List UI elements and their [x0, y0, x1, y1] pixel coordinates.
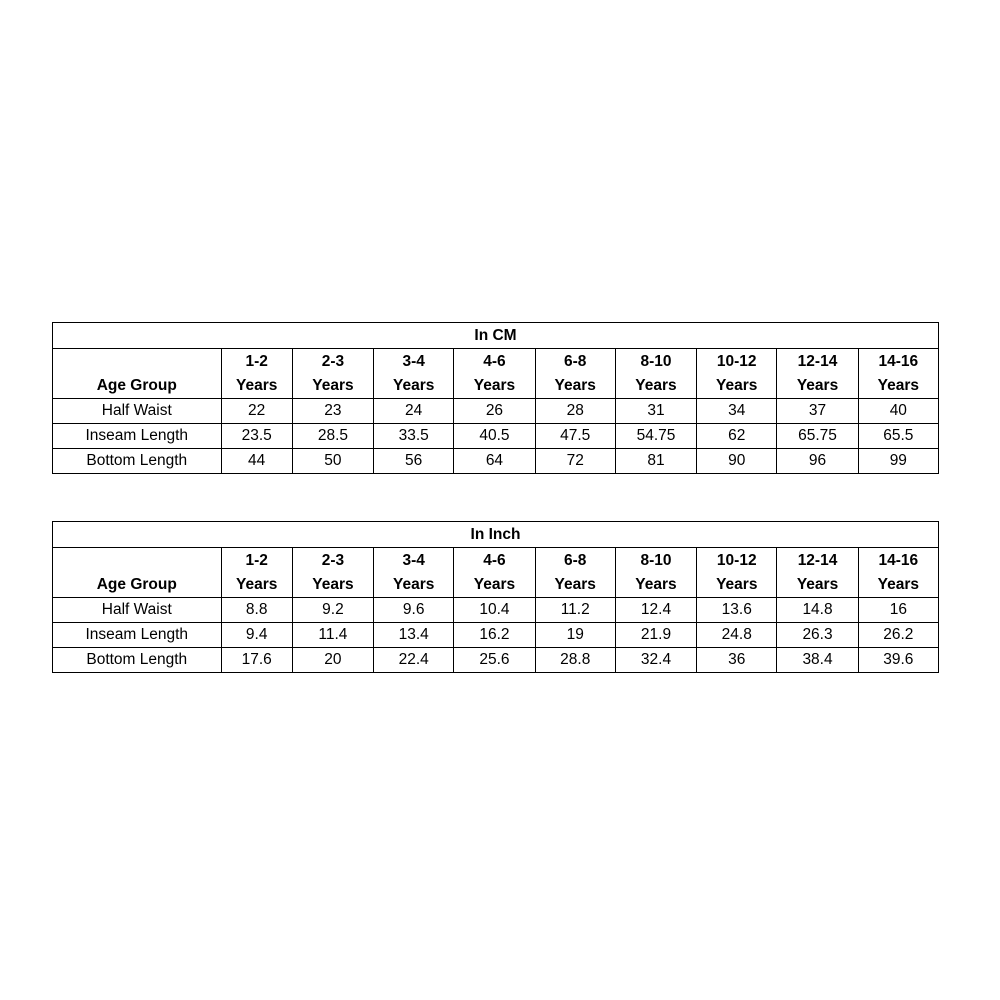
table-cell: 10.4	[454, 598, 535, 623]
age-range-label: 1-2	[245, 352, 268, 370]
age-range-label: 12-14	[797, 551, 838, 569]
age-range-header	[535, 349, 615, 399]
table-cell: 39.6	[858, 648, 938, 673]
row-label: Half Waist	[53, 598, 222, 623]
age-range-label: 14-16	[878, 551, 919, 569]
table-row	[53, 648, 939, 673]
table-cell: 26	[454, 399, 535, 424]
age-unit-label: Years	[393, 575, 435, 593]
table-cell: 16	[858, 598, 938, 623]
age-range-header	[858, 349, 938, 399]
table-header-row	[53, 349, 939, 399]
table-cell: 23.5	[221, 424, 292, 449]
table-cell: 13.6	[697, 598, 777, 623]
table-cell: 81	[615, 449, 696, 474]
age-unit-label: Years	[235, 575, 278, 593]
table-row	[53, 449, 939, 474]
age-range-header	[615, 548, 696, 598]
table-cell: 21.9	[615, 623, 696, 648]
table-cell: 37	[777, 399, 858, 424]
age-range-header	[454, 548, 535, 598]
table-cell: 34	[697, 399, 777, 424]
age-range-label: 10-12	[716, 352, 757, 370]
table-cell: 11.2	[535, 598, 615, 623]
age-unit-label: Years	[635, 575, 677, 593]
age-unit-label: Years	[635, 376, 677, 394]
age-range-label: 3-4	[402, 352, 425, 370]
age-unit-label: Years	[312, 575, 354, 593]
age-range-header	[221, 349, 292, 399]
table-cell: 12.4	[615, 598, 696, 623]
size-chart-cm-table	[52, 322, 939, 474]
table-cell: 9.6	[374, 598, 454, 623]
table-cell: 64	[454, 449, 535, 474]
table-cell: 22.4	[374, 648, 454, 673]
age-range-label: 14-16	[878, 352, 919, 370]
table-cell: 32.4	[615, 648, 696, 673]
age-range-header	[535, 548, 615, 598]
table-cell: 38.4	[777, 648, 858, 673]
table-cell: 23	[292, 399, 373, 424]
table-cell: 40	[858, 399, 938, 424]
table-cell: 11.4	[292, 623, 373, 648]
table-title: In Inch	[53, 522, 939, 548]
age-unit-label: Years	[235, 376, 278, 394]
age-range-header	[777, 349, 858, 399]
row-label: Bottom Length	[53, 449, 222, 474]
table-cell: 56	[374, 449, 454, 474]
table-cell: 16.2	[454, 623, 535, 648]
table-row	[53, 623, 939, 648]
age-range-label: 8-10	[640, 352, 672, 370]
age-range-label: 2-3	[321, 551, 345, 569]
table-cell: 19	[535, 623, 615, 648]
age-range-label: 2-3	[321, 352, 345, 370]
table-cell: 90	[697, 449, 777, 474]
table-cell: 65.5	[858, 424, 938, 449]
table-cell: 8.8	[221, 598, 292, 623]
age-group-header: Age Group	[53, 548, 222, 598]
table-title: In CM	[53, 323, 939, 349]
table-cell: 44	[221, 449, 292, 474]
age-unit-label: Years	[554, 575, 596, 593]
table-cell: 62	[697, 424, 777, 449]
age-range-label: 1-2	[245, 551, 268, 569]
table-cell: 28	[535, 399, 615, 424]
age-range-label: 4-6	[483, 352, 506, 370]
age-range-header	[777, 548, 858, 598]
table-header-row	[53, 548, 939, 598]
table-cell: 28.5	[292, 424, 373, 449]
table-cell: 36	[697, 648, 777, 673]
age-unit-label: Years	[392, 376, 435, 394]
age-group-header: Age Group	[53, 349, 222, 399]
table-cell: 24.8	[697, 623, 777, 648]
table-title-row	[53, 323, 939, 349]
row-label: Bottom Length	[53, 648, 222, 673]
age-range-label: 3-4	[402, 551, 425, 569]
age-range-label: 6-8	[564, 352, 587, 370]
table-cell: 54.75	[615, 424, 696, 449]
table-row	[53, 598, 939, 623]
table-cell: 72	[535, 449, 615, 474]
table-cell: 99	[858, 449, 938, 474]
table-cell: 20	[292, 648, 373, 673]
table-cell: 9.2	[292, 598, 373, 623]
table-row	[53, 399, 939, 424]
table-cell: 26.3	[777, 623, 858, 648]
age-range-label: 4-6	[483, 551, 506, 569]
age-unit-label: Years	[473, 575, 516, 593]
age-unit-label: Years	[473, 376, 516, 394]
table-cell: 28.8	[535, 648, 615, 673]
age-range-header	[858, 548, 938, 598]
table-cell: 9.4	[221, 623, 292, 648]
age-unit-label: Years	[796, 376, 839, 394]
age-unit-label: Years	[554, 376, 596, 394]
size-chart-inch-table	[52, 521, 939, 673]
table-cell: 96	[777, 449, 858, 474]
age-unit-label: Years	[877, 575, 920, 593]
table-cell: 50	[292, 449, 373, 474]
age-range-header	[374, 548, 454, 598]
age-range-header	[697, 548, 777, 598]
table-cell: 40.5	[454, 424, 535, 449]
age-unit-label: Years	[877, 376, 920, 394]
age-range-label: 8-10	[640, 551, 672, 569]
table-cell: 14.8	[777, 598, 858, 623]
age-range-header	[292, 548, 373, 598]
table-row	[53, 424, 939, 449]
row-label: Inseam Length	[53, 424, 222, 449]
table-cell: 17.6	[221, 648, 292, 673]
row-label: Inseam Length	[53, 623, 222, 648]
table-cell: 24	[374, 399, 454, 424]
age-unit-label: Years	[796, 575, 839, 593]
age-range-header	[221, 548, 292, 598]
age-range-header	[292, 349, 373, 399]
table-cell: 26.2	[858, 623, 938, 648]
age-range-header	[374, 349, 454, 399]
table-cell: 25.6	[454, 648, 535, 673]
age-range-header	[454, 349, 535, 399]
age-unit-label: Years	[716, 575, 758, 593]
age-range-label: 12-14	[797, 352, 838, 370]
table-cell: 47.5	[535, 424, 615, 449]
table-title-row	[53, 522, 939, 548]
row-label: Half Waist	[53, 399, 222, 424]
age-range-header	[697, 349, 777, 399]
age-range-label: 10-12	[716, 551, 757, 569]
table-cell: 65.75	[777, 424, 858, 449]
age-range-label: 6-8	[564, 551, 587, 569]
table-cell: 22	[221, 399, 292, 424]
table-cell: 13.4	[374, 623, 454, 648]
age-unit-label: Years	[716, 376, 758, 394]
table-cell: 31	[615, 399, 696, 424]
table-cell: 33.5	[374, 424, 454, 449]
age-unit-label: Years	[312, 376, 354, 394]
age-range-header	[615, 349, 696, 399]
